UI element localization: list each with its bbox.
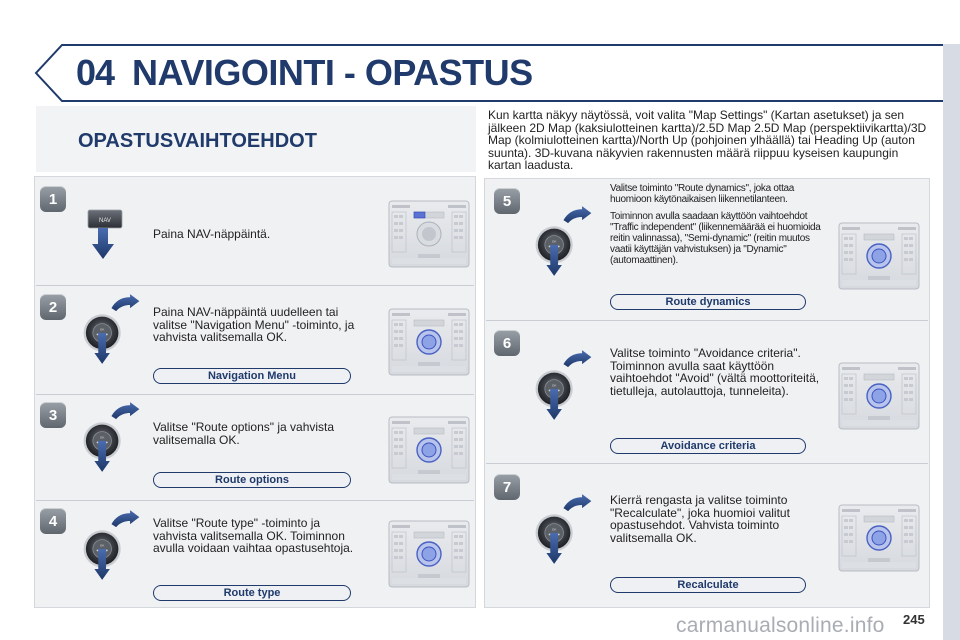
radio-panel-image — [388, 200, 470, 268]
step-6-text: Valitse toiminto "Avoidance criteria". Toiminnon avulla saat käyttöön vaihtoehdot "Avoid" (vältä moottoriteitä, tietulleja, autolauttoja, tunneleita). — [610, 346, 820, 398]
page-title: NAVIGOINTI - OPASTUS — [132, 52, 533, 93]
radio-panel-image — [838, 362, 920, 430]
rotary-knob-icon — [82, 510, 144, 580]
chapter-number: 04 — [76, 52, 115, 93]
radio-panel-image — [838, 504, 920, 572]
radio-panel-image — [388, 416, 470, 484]
rotary-knob-icon — [534, 350, 596, 420]
step-badge-5: 5 — [494, 188, 520, 214]
menu-label-route-type: Route type — [153, 585, 351, 601]
rotary-knob-icon — [82, 294, 144, 364]
radio-panel-image — [388, 308, 470, 376]
rotary-knob-icon — [534, 494, 596, 564]
divider — [486, 463, 928, 464]
step-5-text-detail: Toiminnon avulla saadaan käyttöön vaihtoehdot "Traffic independent" (liikennemäärää ei huomioida reitin valinnassa), "Semi-dynamic" (reitin muutos vaatii käyttäjän vahvistuksen) ja "Dynamic" (automaattinen). — [610, 211, 821, 266]
nav-key-label: NAV — [99, 218, 111, 224]
side-bar — [943, 44, 960, 640]
step-1-text: Paina NAV-näppäintä. — [153, 227, 271, 241]
step-badge-4: 4 — [40, 508, 66, 534]
watermark: carmanualsonline.info — [676, 614, 885, 637]
step-badge-6: 6 — [494, 330, 520, 356]
step-3-text: Valitse "Route options" ja vahvista valitsemalla OK. — [153, 420, 335, 447]
rotary-knob-icon — [82, 402, 144, 472]
divider — [36, 394, 474, 395]
radio-panel-image — [838, 222, 920, 290]
divider — [36, 285, 474, 286]
menu-label-route-dynamics: Route dynamics — [610, 294, 806, 310]
divider — [486, 320, 928, 321]
divider — [36, 500, 474, 501]
step-badge-1: 1 — [40, 186, 66, 212]
menu-label-avoidance-criteria: Avoidance criteria — [610, 438, 806, 454]
step-2-text: Paina NAV-näppäintä uudelleen tai valitse "Navigation Menu" -toiminto, ja vahvista valitsemalla OK. — [153, 305, 355, 344]
intro-text: Kun kartta näkyy näytössä, voit valita "Map Settings" (Kartan asetukset) ja sen jälkeen 2D Map (kaksiulotteinen kartta)/2.5D Map 2.5D Map (perspektiivikartta)/3D Map (kolmiulotteinen kartta)/North Up (pohjoinen ylhäällä) tai Heading Up (auton suunta). 3D-kuvana näkyvien rakennusten määrä riippuu kyseisen kaupungin kartan laadusta. — [488, 108, 927, 172]
step-7-text: Kierrä rengasta ja valitse toiminto "Recalculate", joka huomioi valitut opastusehdot. Vahvista toiminto valitsemalla OK. — [610, 493, 790, 545]
step-badge-3: 3 — [40, 402, 66, 428]
step-badge-7: 7 — [494, 474, 520, 500]
menu-label-navigation-menu: Navigation Menu — [153, 368, 351, 384]
nav-button-icon — [84, 208, 124, 260]
page-number: 245 — [903, 612, 925, 627]
step-5-text-main: Valitse toiminto "Route dynamics", joka ottaa huomioon käytönaikaisen liikennetilanteen. — [610, 183, 795, 205]
menu-label-recalculate: Recalculate — [610, 577, 806, 593]
step-4-text: Valitse "Route type" -toiminto ja vahvista valitsemalla OK. Toiminnon avulla voidaan vaihtaa opastusehtoja. — [153, 516, 354, 555]
section-title: OPASTUSVAIHTOEHDOT — [78, 130, 317, 152]
step-badge-2: 2 — [40, 294, 66, 320]
menu-label-route-options: Route options — [153, 472, 351, 488]
radio-panel-image — [388, 520, 470, 588]
rotary-knob-icon — [534, 206, 596, 276]
